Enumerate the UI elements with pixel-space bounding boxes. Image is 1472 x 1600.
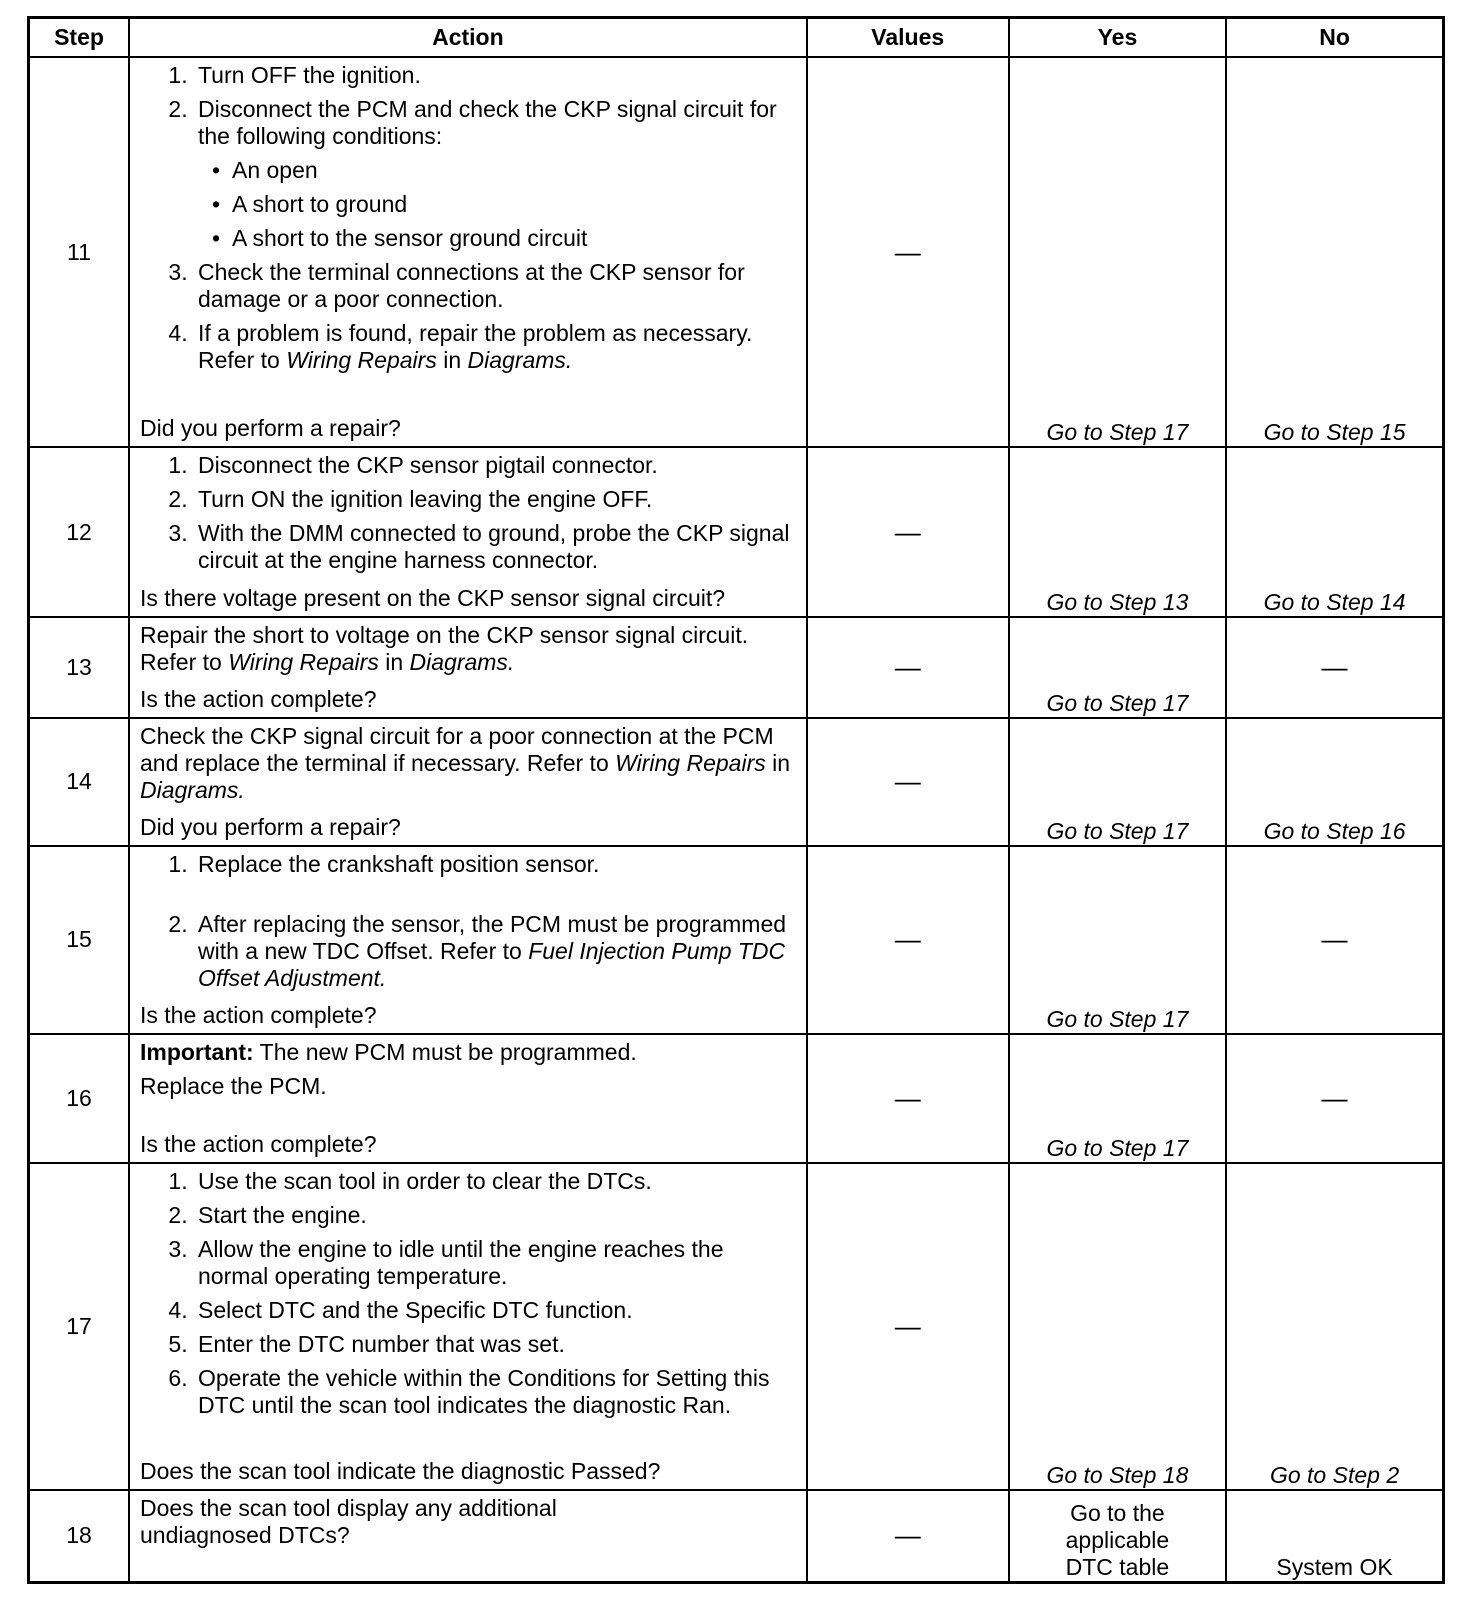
values-cell: — (807, 1163, 1009, 1490)
step-number: 11 (29, 57, 129, 447)
table-row-step-17 (29, 1163, 1444, 1490)
no-cell[interactable]: Go to Step 16 (1226, 718, 1443, 846)
action-text-block (140, 1039, 798, 1107)
values-cell: — (807, 57, 1009, 447)
action-text: Replace the PCM. (139, 1072, 327, 1099)
reference-link[interactable]: Wiring Repairs (228, 648, 379, 675)
list-item (194, 96, 798, 252)
values-cell: — (807, 447, 1009, 616)
list-item: 2. Turn ON the ignition leaving the engine OFF. (194, 486, 798, 513)
header-values: Values (807, 18, 1009, 58)
question: Is the action complete? (139, 1001, 377, 1028)
reference-link[interactable]: Wiring Repairs (286, 347, 437, 374)
no-cell[interactable]: Go to Step 2 (1226, 1163, 1443, 1490)
table-row-step-11 (29, 57, 1444, 447)
question: Did you perform a repair? (139, 813, 401, 840)
no-cell: — (1226, 846, 1443, 1034)
values-cell: — (807, 718, 1009, 846)
action-steps (140, 62, 798, 381)
list-item: 1. Turn OFF the ignition. (194, 62, 798, 89)
yes-cell[interactable]: Go to Step 17 (1009, 617, 1226, 718)
list-item: 1. Replace the crankshaft position sensor. (194, 851, 798, 878)
step-number: 15 (29, 846, 129, 1034)
yes-cell[interactable]: Go to Step 17 (1009, 718, 1226, 846)
reference-link[interactable]: Diagrams. (139, 776, 245, 803)
no-cell[interactable]: Go to Step 15 (1226, 57, 1443, 447)
table-row-step-13 (29, 617, 1444, 718)
question: Does the scan tool indicate the diagnostic Passed? (139, 1457, 661, 1484)
yes-cell[interactable]: Go to Step 17 (1009, 1034, 1226, 1163)
list-item: 5. Enter the DTC number that was set. (194, 1331, 798, 1358)
action-cell (129, 1163, 807, 1490)
no-cell[interactable]: Go to Step 14 (1226, 447, 1443, 616)
bullet-item: • A short to the sensor ground circuit (232, 225, 798, 252)
yes-cell[interactable]: Go to Step 17 (1009, 57, 1226, 447)
values-cell: — (807, 846, 1009, 1034)
header-action: Action (129, 18, 807, 58)
question: Is the action complete? (139, 685, 377, 712)
reference-link[interactable]: Diagrams. (409, 648, 515, 675)
question: Did you perform a repair? (139, 415, 401, 442)
list-item-text: Disconnect the PCM and check the CKP signal circuit for the following conditions: (197, 96, 777, 150)
list-item-text: After replacing the sensor, the PCM must be programmed with a new TDC Offset. Refer to (197, 910, 787, 964)
condition-list (198, 157, 798, 252)
table-row-step-14 (29, 718, 1444, 846)
list-item: 3. With the DMM connected to ground, probe the CKP signal circuit at the engine harness connector. (194, 520, 798, 574)
list-item: 2. Start the engine. (194, 1202, 798, 1229)
no-cell: — (1226, 617, 1443, 718)
question: Is there voltage present on the CKP sensor signal circuit? (139, 584, 726, 611)
yes-cell[interactable]: Go to Step 17 (1009, 846, 1226, 1034)
action-cell (129, 57, 807, 447)
step-number: 14 (29, 718, 129, 846)
step-number: 13 (29, 617, 129, 718)
action-cell (129, 1034, 807, 1163)
yes-cell[interactable] (1009, 1490, 1226, 1583)
important-text: The new PCM must be programmed. (253, 1038, 637, 1065)
list-item: 1. Use the scan tool in order to clear the DTCs. (194, 1168, 798, 1195)
action-text (140, 723, 798, 804)
list-item: 6. Operate the vehicle within the Conditions for Setting this DTC until the scan tool indicates the diagnostic Ran. (194, 1365, 798, 1419)
action-cell (129, 617, 807, 718)
yes-cell-text: Go to the applicable DTC table (1065, 1500, 1170, 1580)
reference-link[interactable]: Wiring Repairs (615, 749, 766, 776)
header-step: Step (29, 18, 129, 58)
reference-link[interactable]: Diagrams. (467, 347, 573, 374)
step-number: 18 (29, 1490, 129, 1583)
action-cell (129, 1490, 807, 1583)
action-text-part: in (765, 749, 791, 776)
list-item (194, 320, 798, 374)
step-number: 16 (29, 1034, 129, 1163)
header-row (29, 18, 1444, 58)
action-text-part: in (378, 648, 410, 675)
bullet-item: • A short to ground (232, 191, 798, 218)
values-cell: — (807, 617, 1009, 718)
action-cell (129, 718, 807, 846)
list-item-text: in (436, 347, 468, 374)
bullet-item: • An open (232, 157, 798, 184)
list-item (194, 911, 798, 992)
action-cell (129, 846, 807, 1034)
values-cell: — (807, 1490, 1009, 1583)
action-steps (140, 452, 798, 574)
action-text-part: Repair the short to voltage on the CKP sensor signal circuit. Refer to (139, 621, 749, 675)
table-row-step-15 (29, 846, 1444, 1034)
question: Is the action complete? (139, 1131, 377, 1158)
important-note (140, 1039, 798, 1066)
no-cell: — (1226, 1034, 1443, 1163)
important-label: Important: (139, 1038, 254, 1065)
action-steps (140, 851, 798, 992)
list-item-text: If a problem is found, repair the problem as necessary. Refer to (197, 320, 753, 374)
reference-link[interactable]: Fuel Injection Pump TDC Offset Adjustment. (197, 937, 786, 991)
question: Does the scan tool display any additional undiagnosed DTCs? (139, 1494, 557, 1548)
list-item: 3. Allow the engine to idle until the engine reaches the normal operating temperature. (194, 1236, 798, 1290)
header-yes: Yes (1009, 18, 1226, 58)
list-item: 3. Check the terminal connections at the CKP sensor for damage or a poor connection. (194, 259, 798, 313)
action-steps (140, 1168, 798, 1419)
step-number: 17 (29, 1163, 129, 1490)
action-text (140, 622, 798, 676)
table-row-step-16 (29, 1034, 1444, 1163)
table-row-step-18 (29, 1490, 1444, 1583)
no-cell[interactable]: System OK (1226, 1490, 1443, 1583)
list-item: 4. Select DTC and the Specific DTC function. (194, 1297, 798, 1324)
yes-cell[interactable]: Go to Step 18 (1009, 1163, 1226, 1490)
values-cell: — (807, 1034, 1009, 1163)
diagnostic-table-page (27, 16, 1445, 1584)
header-no: No (1226, 18, 1443, 58)
action-cell (129, 447, 807, 616)
list-item: 1. Disconnect the CKP sensor pigtail connector. (194, 452, 798, 479)
yes-cell[interactable]: Go to Step 13 (1009, 447, 1226, 616)
step-number: 12 (29, 447, 129, 616)
table-row-step-12 (29, 447, 1444, 616)
diagnostic-table (27, 16, 1445, 1584)
action-text-part: Check the CKP signal circuit for a poor connection at the PCM and replace the terminal if necessary. Refer to (139, 722, 774, 776)
